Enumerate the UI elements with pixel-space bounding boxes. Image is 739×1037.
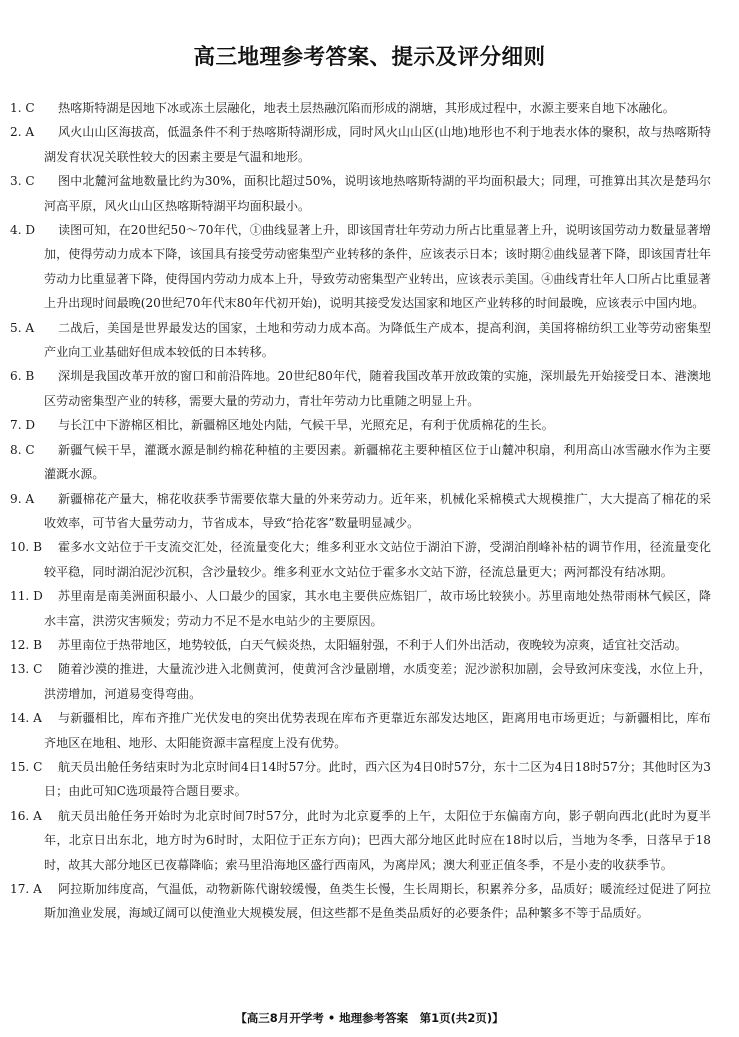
answer-number: 7. D — [10, 418, 36, 433]
answer-number: 17. A — [10, 882, 42, 896]
answer-item — [10, 438, 711, 487]
answer-item — [10, 96, 711, 120]
answer-number: 16. A — [10, 808, 42, 823]
answer-number: 15. C — [10, 759, 43, 774]
answer-number: 8. C — [10, 442, 35, 457]
answer-item — [10, 657, 711, 706]
answer-number: 3. C — [10, 174, 35, 189]
page-footer: 【高三8月开学考 • 地理参考答案 第1页(共2页)】 — [235, 1011, 504, 1025]
answer-number: 13. C — [10, 662, 43, 677]
answer-number: 12. B — [10, 637, 42, 652]
answer-number: 5. A — [10, 320, 35, 335]
answer-number: 14. A — [10, 711, 42, 726]
answer-explanation: 航天员出舱任务结束时为北京时间4日14时57分。此时，西六区为4日0时57分，东十二区为4日18时57分；其他时区为3日；由此可知C选项最符合题目要求。 — [44, 759, 711, 799]
answer-explanation: 苏里南是南美洲面积最小、人口最少的国家，其水电主要供应炼铝厂，故市场比较狭小。苏里南地处热带雨林气候区，降水丰富，洪涝灾害频发；劳动力不足不是水电站少的主要原因。 — [44, 589, 711, 628]
answer-list — [10, 96, 711, 926]
answer-explanation: 深圳是我国改革开放的窗口和前沿阵地。20世纪80年代，随着我国改革开放政策的实施，深圳最先开始接受日本、港澳地区劳动密集型产业的转移，需要大量的劳动力，青壮年劳动力比重随之明显上升。 — [44, 369, 711, 408]
answer-explanation: 热喀斯特湖是因地下冰或冻土层融化，地表土层热融沉陷而形成的湖塘，其形成过程中，水源主要来自地下冰融化。 — [58, 101, 675, 115]
answer-explanation: 与新疆相比，库布齐推广光伏发电的突出优势表现在库布齐更靠近东部发达地区，距离用电市场更近；与新疆相比，库布齐地区在地租、地形、太阳能资源丰富程度上没有优势。 — [44, 711, 711, 750]
answer-number: 4. D — [10, 223, 36, 238]
answer-item — [10, 535, 711, 584]
answer-item — [10, 316, 711, 365]
answer-item — [10, 218, 711, 316]
answer-number: 11. D — [10, 589, 43, 604]
answer-number: 2. A — [10, 125, 35, 140]
answer-explanation: 阿拉斯加纬度高，气温低，动物新陈代谢较缓慢，鱼类生长慢，生长周期长，积累养分多，品质好；暖流经过促进了阿拉斯加渔业发展，海域辽阔可以使渔业大规模发展，但这些都不是鱼类品质好的必要条件；品种繁多不等于品质好。 — [44, 882, 711, 921]
answer-explanation: 读图可知，在20世纪50～70年代，①曲线显著上升，即该国青壮年劳动力所占比重显著上升，说明该国劳动力数量显著增加，使得劳动力成本下降，该国具有接受劳动密集型产业转移的条件，应该表示日本；该时期②曲线显著下降，即该国青壮年劳动力比重显著下降，使得国内劳动力成本上升，导致劳动密集型产业转出，应该表示美国。④曲线青壮年人口所占比重显著上升出现时间最晚(20世纪70年代末80年代初开始)，说明其接受发达国家和地区产业转移的时间最晚，应该表示中国内地。 — [44, 223, 711, 311]
answer-explanation: 霍多水文站位于干支流交汇处，径流量变化大；维多利亚水文站位于湖泊下游，受湖泊削峰补枯的调节作用，径流量变化较平稳，同时湖泊泥沙沉积，含沙量较少。维多利亚水文站位于霍多水文站下游，径流总量更大；两河都没有结冰期。 — [44, 540, 711, 579]
answer-number: 6. B — [10, 369, 35, 384]
answer-item — [10, 487, 711, 536]
answer-item — [10, 169, 711, 218]
page-title: 高三地理参考答案、提示及评分细则 — [193, 45, 546, 70]
answer-number: 1. C — [10, 101, 35, 115]
answer-explanation: 二战后，美国是世界最发达的国家，土地和劳动力成本高。为降低生产成本，提高利润，美国将棉纺织工业等劳动密集型产业向工业基础好但成本较低的日本转移。 — [44, 320, 711, 360]
answer-item — [10, 364, 711, 413]
answer-explanation: 图中北麓河盆地数量比约为30%，面积比超过50%，说明该地热喀斯特湖的平均面积最大；同理，可推算出其次是楚玛尔河高平原，风火山山区热喀斯特湖平均面积最小。 — [44, 174, 711, 213]
answer-item — [10, 804, 711, 877]
answer-item — [10, 584, 711, 633]
answer-explanation: 新疆棉花产量大，棉花收获季节需要依靠大量的外来劳动力。近年来，机械化采棉模式大规模推广，大大提高了棉花的采收效率，可节省大量劳动力，节省成本，导致“拾花客”数量明显减少。 — [44, 491, 711, 530]
answer-item — [10, 633, 711, 657]
answer-item — [10, 706, 711, 755]
answer-number: 10. B — [10, 540, 42, 555]
answer-explanation: 新疆气候干旱，灌溉水源是制约棉花种植的主要因素。新疆棉花主要种植区位于山麓冲积扇，利用高山冰雪融水作为主要灌溉水源。 — [44, 442, 711, 482]
answer-explanation: 航天员出舱任务开始时为北京时间7时57分，此时为北京夏季的上午，太阳位于东偏南方向，影子朝向西北(此时为夏半年，北京日出东北，地方时为6时时，太阳位于正东方向)；巴西大部分地区此时应在18时以后，当地为冬季，日落早于18时，故其大部分地区已夜幕降临；索马里沿海地区盛行西南风，为离岸风；澳大利亚正值冬季，不是小麦的收获季节。 — [44, 808, 711, 872]
answer-explanation: 风火山山区海拔高，低温条件不利于热喀斯特湖形成，同时风火山山区(山地)地形也不利于地表水体的聚积，故与热喀斯特湖发育状况关联性较大的因素主要是气温和地形。 — [44, 125, 711, 164]
answer-item — [10, 413, 711, 437]
answer-explanation: 随着沙漠的推进，大量流沙进入北侧黄河，使黄河含沙量剧增，水质变差；泥沙淤积加剧，会导致河床变浅，水位上升，洪涝增加，河道易变得弯曲。 — [44, 662, 711, 701]
answer-item — [10, 877, 711, 926]
answer-explanation: 与长江中下游棉区相比，新疆棉区地处内陆，气候干旱，光照充足，有利于优质棉花的生长。 — [58, 418, 554, 433]
answer-item — [10, 120, 711, 169]
answer-item — [10, 755, 711, 804]
answer-explanation: 苏里南位于热带地区，地势较低，白天气候炎热，太阳辐射强，不利于人们外出活动，夜晚较为凉爽，适宜社交活动。 — [58, 637, 687, 652]
answer-number: 9. A — [10, 491, 35, 506]
